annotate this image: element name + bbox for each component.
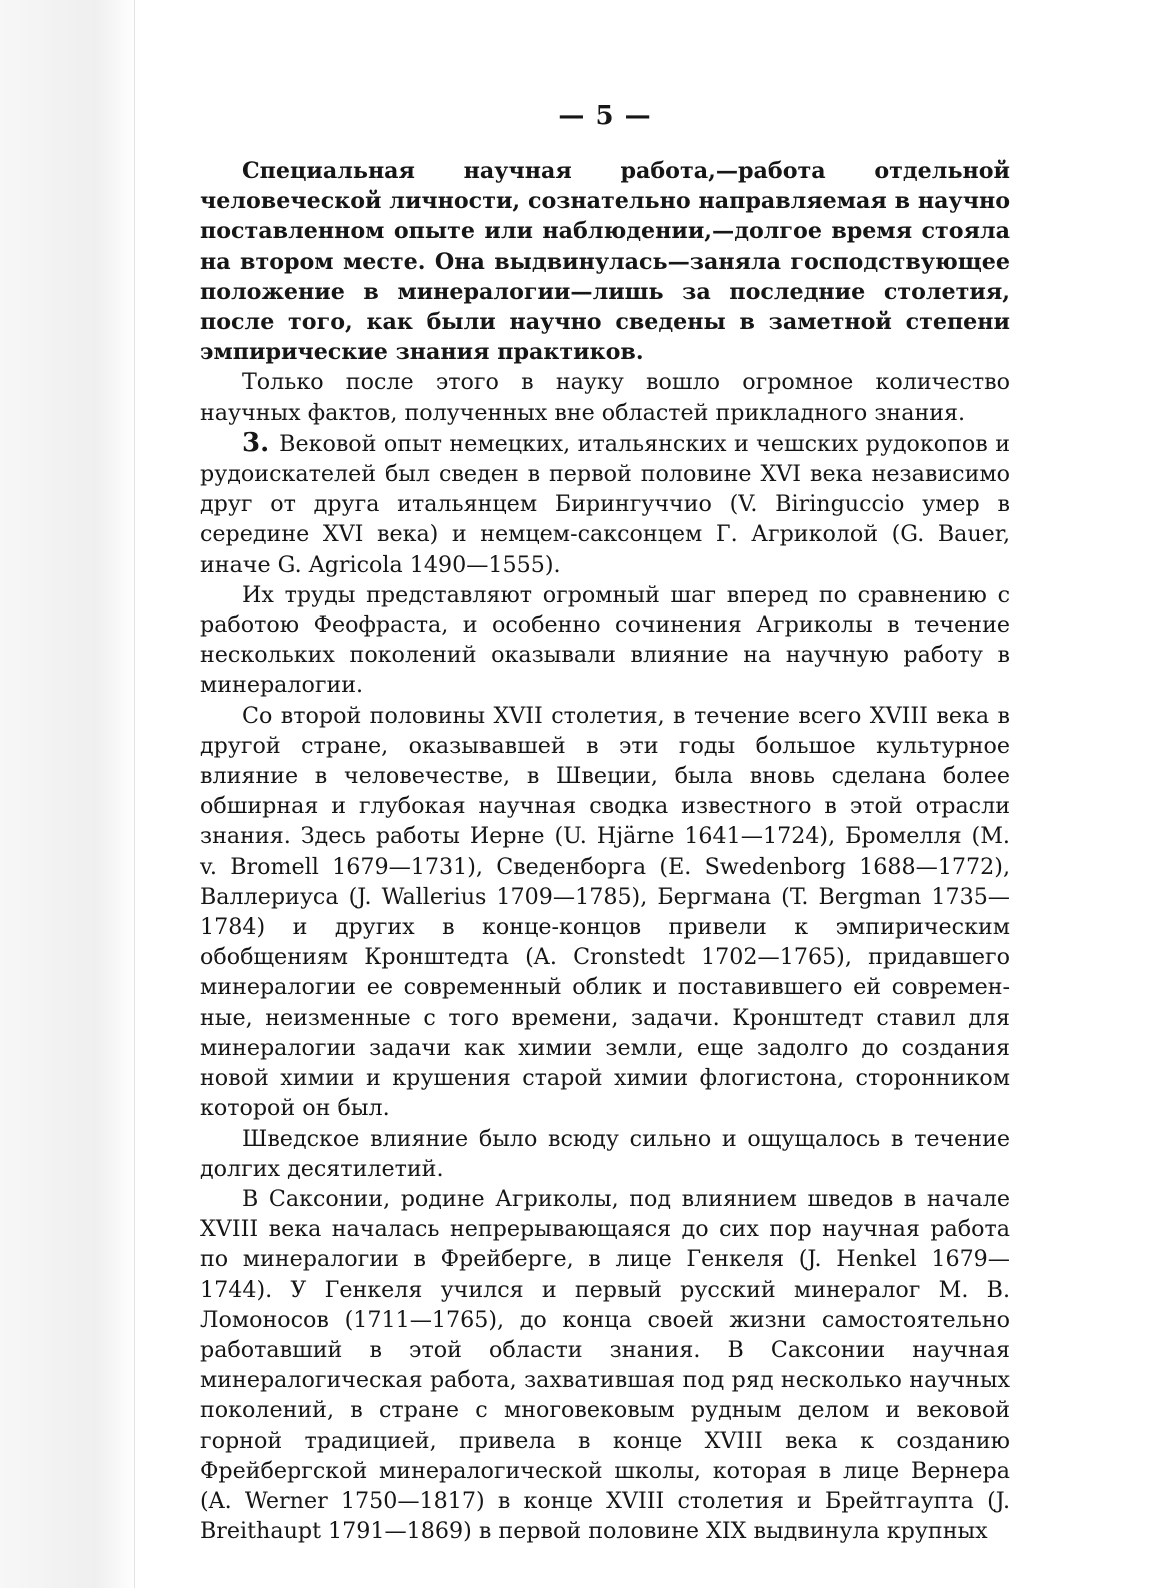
paragraph-section-3 [200,428,1010,580]
paragraph-swedish-influence: Шведское влияние было всюду сильно и ощущалось в течение долгих десятилетий. [200,1125,1010,1182]
page-number: — 5 — [558,101,652,131]
paragraph-sweden: Со второй половины XVII столетия, в течение всего XVIII века в другой стране, оказывавшей в эти годы большое культурное влияние в человечестве, в Швеции, была вновь сделана более обширная и глубокая научная сводка известного в этой отрасли знания. Здесь работы Иерне (U. Hjärne 1641—1724), Бромелля (M. v. Bromell 1679—1731), Сведенборга (E. Swedenborg 1688—1772), Валлериуса (J. Wallerius 1709—1785), Бергмана (T. Bergman 1735—1784) и других в конце-концов привели к эмпирическим обобщениям Кронштедта (A. Cronstedt 1702—1765), придавшего минералогии ее современный облик и поставившего ей современные, неизменные с того времени, задачи. Кронштедт ставил для минералогии задачи как химии земли, еще задолго до создания новой химии и крушения старой химии флогистона, сторонником которой он был. [200,702,1010,1122]
section-number: 3. [242,427,270,458]
scan-margin-edge [134,0,135,1588]
paragraph-agricola-works: Их труды представляют огромный шаг вперед по сравнению с работою Феофраста, и особенно сочинения Агриколы в течение нескольких поколений оказывали влияние на научную работу в минералогии. [200,581,1010,699]
paragraph-scientific-facts: Только после этого в науку вошло огромное количество научных фактов, полученных вне областей прикладного знания. [200,369,1010,426]
paragraph-saxony: В Саксонии, родине Агриколы, под влиянием шведов в начале XVIII века началась непрерывающаяся до сих пор научная работа по минералогии в Фрейберге, в лице Генкеля (J. Henkel 1679—1744). У Генкеля учился и первый русский минералог М. В. Ломоносов (1711—1765), до конца своей жизни самостоятельно работавший в этой области знания. В Саксонии научная минералогическая работа, захватившая под ряд несколько научных поколений, в стране с многовековым рудным делом и вековой горной традицией, привела в конце XVIII века к созданию Фрейбергской минералогической школы, которая в лице Вернера (A. Werner 1750—1817) в конце XVIII столетия и Брейтгаупта (J. Breithaupt 1791—1869) в первой половине XIX выдвинула крупных [200,1185,1010,1545]
document-page [200,96,1010,1546]
section-3-text: Вековой опыт немецких, итальянских и чешских рудокопов и рудоискателей был сведен в первой половине XVI века независимо друг от друга итальянцем Бирингуччио (V. Biringuccio умер в середине XVI века) и немцем-саксонцем Г. Агриколой (G. Bauer, иначе G. Agricola 1490—1555). [200,430,1010,578]
scan-margin-shadow [0,0,136,1588]
paragraph-specialized-research: Специальная научная работа,—работа отдельной человеческой личности, сознательно направляемая в научно поставленном опыте или наблюдении,—долгое время стояла на втором месте. Она выдвинулась—заняла господствующее положение в минералогии—лишь за последние столетия, после того, как были научно сведены в заметной степени эмпирические знания практиков. [200,158,1010,366]
